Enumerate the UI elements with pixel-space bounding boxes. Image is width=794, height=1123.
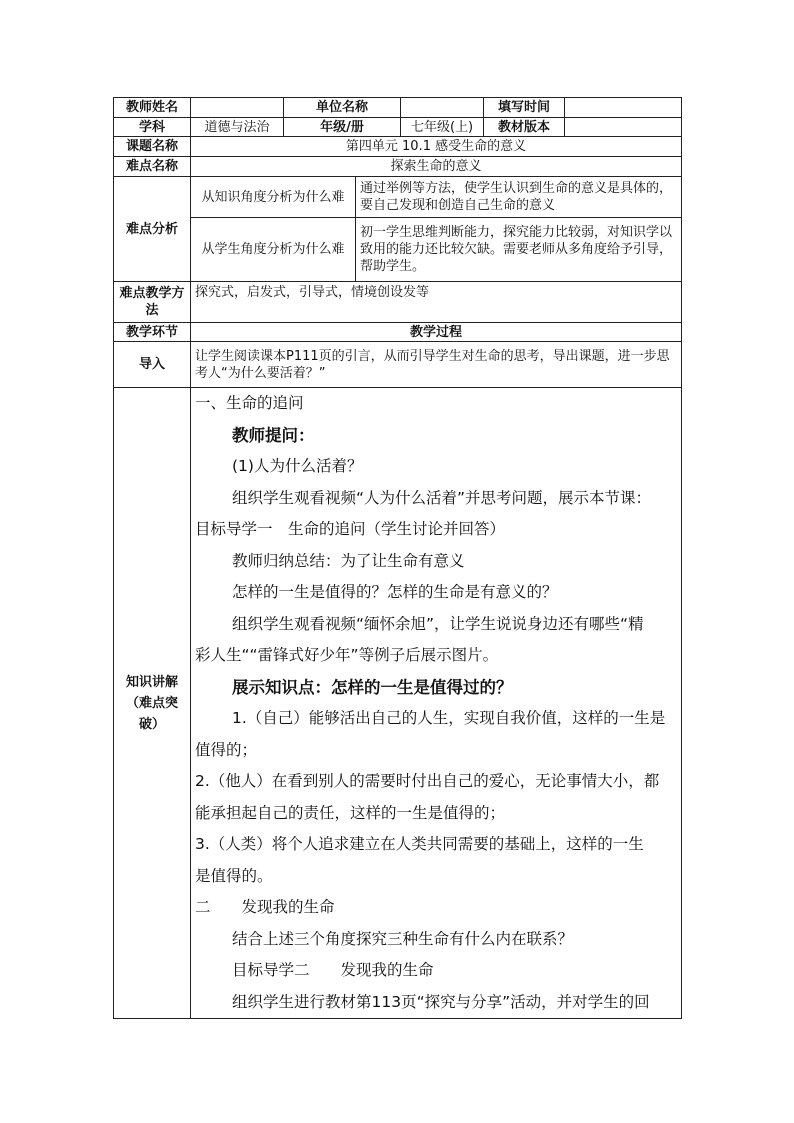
topic-value: 第四单元 10.1 感受生命的意义	[191, 137, 682, 157]
difficulty-value: 探索生命的意义	[191, 157, 682, 177]
difficulty-label: 难点名称	[114, 157, 191, 177]
content-line: 教师归纳总结：为了让生命有意义	[232, 551, 465, 570]
process-header-row	[114, 323, 682, 342]
header-row-1	[114, 98, 682, 118]
question-1: (1)人为什么活着？	[232, 457, 363, 475]
topic-label: 课题名称	[114, 137, 191, 157]
unit-name-label: 单位名称	[284, 98, 401, 118]
section-1-heading: 一、生命的追问	[195, 394, 304, 412]
analysis-row-knowledge	[114, 177, 682, 218]
knowledge-content	[191, 388, 682, 1019]
grade-value: 七年级(上)	[401, 118, 484, 137]
content-line: 目标导学一 生命的追问（学生讨论并回答）	[195, 520, 506, 538]
knowledge-point-heading: 展示知识点：怎样的一生是值得过的？	[232, 677, 513, 697]
knowledge-row	[114, 388, 682, 1019]
lesson-plan-table	[113, 97, 682, 1019]
content-line: 怎样的一生是值得的？怎样的生命是有意义的？	[232, 583, 558, 601]
stage-label: 教学环节	[114, 323, 191, 342]
method-label: 难点教学方法	[114, 282, 191, 323]
content-line: 组织学生进行教材第113页“探究与分享”活动，并对学生的回	[232, 992, 650, 1011]
topic-row	[114, 137, 682, 157]
analysis-row-student	[114, 218, 682, 282]
content-line: 彩人生““雷锋式好少年”等例子后展示图片。	[195, 646, 499, 664]
subject-label: 学科	[114, 118, 191, 137]
teacher-name-value	[191, 98, 284, 118]
edition-label: 教材版本	[484, 118, 565, 137]
intro-row	[114, 342, 682, 388]
teacher-question-heading: 教师提问：	[232, 425, 315, 445]
subject-value: 道德与法治	[191, 118, 284, 137]
content-line: 目标导学二 发现我的生命	[232, 961, 434, 979]
student-answer: 初一学生思维判断能力，探究能力比较弱，对知识学以致用的能力还比较欠缺。需要老师从多角度给予引导，帮助学生。	[356, 218, 682, 282]
content-line: 是值得的。	[195, 866, 273, 885]
content-line: 能承担起自己的责任，这样的一生是值得的；	[195, 803, 506, 822]
fill-time-value	[565, 98, 682, 118]
content-line: 组织学生观看视频“人为什么活着”并思考问题，展示本节课：	[232, 488, 652, 507]
student-question: 从学生角度分析为什么难	[191, 218, 356, 282]
content-line: 结合上述三个角度探究三种生命有什么内在联系？	[232, 929, 574, 948]
content-line: 组织学生观看视频“缅怀余旭”，让学生说说身边还有哪些“精	[232, 614, 644, 633]
grade-label: 年级/册	[284, 118, 401, 137]
process-label: 教学过程	[191, 323, 682, 342]
knowledge-answer: 通过举例等方法，使学生认识到生命的意义是具体的，要自己发现和创造自己生命的意义	[356, 177, 682, 218]
edition-value	[565, 118, 682, 137]
header-row-2	[114, 118, 682, 137]
fill-time-label: 填写时间	[484, 98, 565, 118]
content-line: 2.（他人）在看到别人的需要时付出自己的爱心，无论事情大小，都	[195, 772, 660, 790]
content-line: 3.（人类）将个人追求建立在人类共同需要的基础上，这样的一生	[195, 835, 644, 853]
knowledge-label: 知识讲解（难点突破）	[114, 388, 191, 1019]
method-value: 探究式，启发式，引导式，情境创设发等	[191, 282, 682, 323]
content-line: 值得的；	[195, 740, 258, 759]
content-line: 1.（自己）能够活出自己的人生，实现自我价值，这样的一生是	[232, 709, 666, 727]
analysis-label: 难点分析	[114, 177, 191, 282]
section-2-heading: 二 发现我的生命	[195, 898, 335, 916]
intro-text: 让学生阅读课本P111页的引言，从而引导学生对生命的思考，导出课题，进一步思考人“为什么要活着？”	[191, 342, 682, 388]
intro-label: 导入	[114, 342, 191, 388]
method-row	[114, 282, 682, 323]
difficulty-row	[114, 157, 682, 177]
unit-name-value	[401, 98, 484, 118]
teacher-name-label: 教师姓名	[114, 98, 191, 118]
knowledge-question: 从知识角度分析为什么难	[191, 177, 356, 218]
